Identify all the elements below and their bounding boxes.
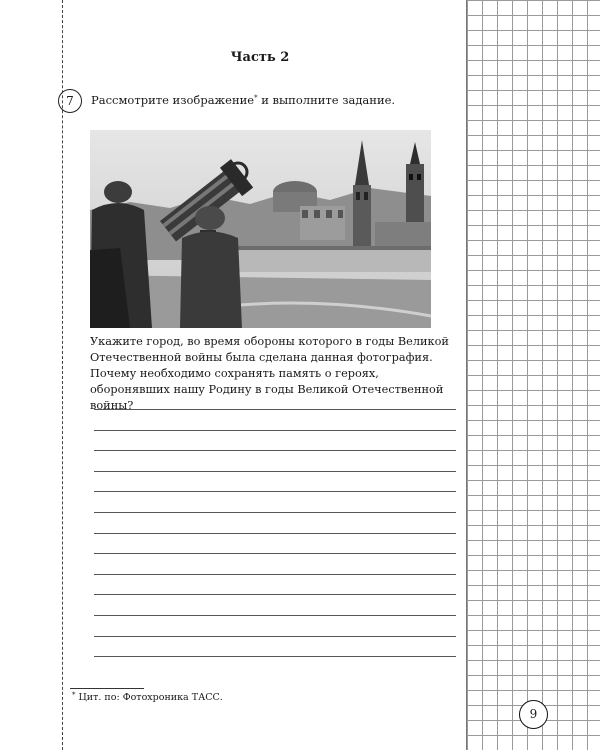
cut-line (62, 0, 63, 750)
answer-line[interactable] (94, 450, 456, 451)
historical-photo (90, 130, 431, 328)
footnote-rule (70, 688, 144, 689)
page-number-badge (519, 700, 548, 729)
answer-line[interactable] (94, 636, 456, 637)
answer-line[interactable] (94, 656, 456, 657)
grid-margin (466, 0, 600, 750)
answer-line[interactable] (94, 409, 456, 410)
answer-line[interactable] (94, 471, 456, 472)
answer-line[interactable] (94, 553, 456, 554)
answer-line[interactable] (94, 533, 456, 534)
answer-line[interactable] (94, 574, 456, 575)
task-number-badge (58, 89, 82, 113)
photo-illustration (90, 130, 431, 328)
answer-line[interactable] (94, 594, 456, 595)
question-paragraph-1: Укажите город, во время обороны которого в годы Великой Отечественной войны была сделана данная фотография. (90, 335, 449, 364)
answer-line[interactable] (94, 615, 456, 616)
instruction-before: Рассмотрите изображение (91, 93, 255, 107)
task-number: 7 (66, 94, 74, 108)
page-number: 9 (529, 707, 538, 721)
question-paragraph-2: Почему необходимо сохранять память о героях, оборонявших нашу Родину в годы Великой Отечественной войны? (90, 367, 444, 412)
answer-line[interactable] (94, 430, 456, 431)
instruction-after: и выполните задание. (257, 93, 396, 107)
answer-line[interactable] (94, 491, 456, 492)
footnote-text: Цит. по: Фотохроника ТАСС. (75, 692, 223, 703)
footnote (72, 691, 223, 703)
answer-line[interactable] (94, 512, 456, 513)
task-instruction (91, 93, 395, 107)
footnote-mark: * (72, 691, 76, 699)
part-title: Часть 2 (230, 50, 290, 65)
footnote-mark: * (254, 94, 258, 102)
question-text (90, 334, 460, 414)
